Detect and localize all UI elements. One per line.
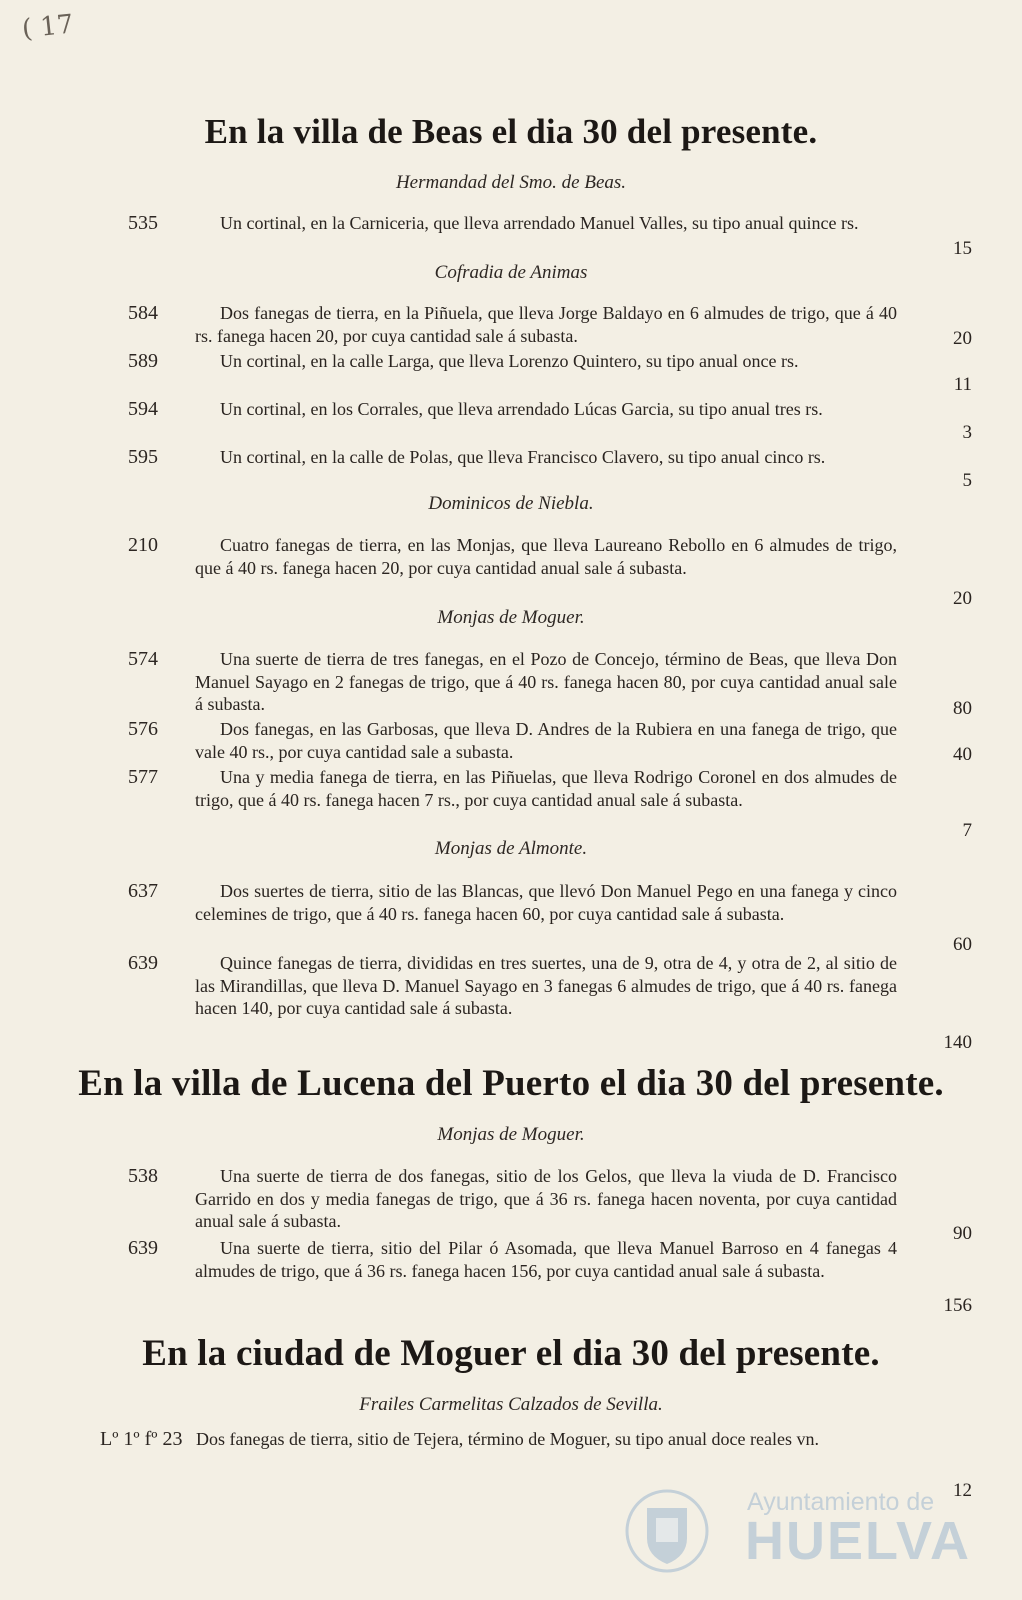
- group-title-hermandad: Hermandad del Smo. de Beas.: [395, 172, 627, 193]
- entry-text: Un cortinal, en la calle de Polas, que lleva Francisco Clavero, su tipo anual cinco rs.: [220, 447, 826, 467]
- entry-number: 535: [128, 212, 158, 234]
- entry-text: Dos suertes de tierra, sitio de las Blancas, que llevó Don Manuel Pego en una fanega y cinco celemines de trigo, que á 40 rs. fanega hacen 60, por cuya cantidad sale á subasta.: [195, 881, 897, 924]
- entry-number: 589: [128, 350, 158, 372]
- entry-number: 574: [128, 648, 158, 670]
- watermark-line1: Ayuntamiento de: [747, 1488, 935, 1516]
- entry-number: 639: [128, 952, 158, 974]
- section-heading-lucena: En la villa de Lucena del Puerto el dia 30 del presente.: [78, 1063, 944, 1104]
- section-heading-moguer: En la ciudad de Moguer el dia 30 del presente.: [142, 1333, 880, 1374]
- entry-number: 538: [128, 1165, 158, 1187]
- entry-number: 637: [128, 880, 158, 902]
- entry-number: 584: [128, 302, 158, 324]
- entry-text: Dos fanegas de tierra, sitio de Tejera, término de Moguer, su tipo anual doce reales vn.: [196, 1429, 819, 1449]
- entry-amount: 7: [962, 820, 972, 841]
- entry-amount: 20: [953, 328, 972, 349]
- entry-amount: 40: [953, 744, 972, 765]
- entry-text: Una suerte de tierra, sitio del Pilar ó Asomada, que lleva Manuel Barroso en 4 fanegas 4 almudes de trigo, que á 36 rs. fanega hacen 156, por cuya cantidad anual sale á subasta.: [195, 1238, 897, 1281]
- entry-amount: 20: [953, 588, 972, 609]
- section-heading-beas: En la villa de Beas el dia 30 del presente.: [204, 112, 818, 151]
- entry-amount: 5: [962, 470, 972, 491]
- entry-amount: 140: [943, 1032, 972, 1053]
- entry-number: 639: [128, 1237, 158, 1259]
- entry-text: Un cortinal, en los Corrales, que lleva arrendado Lúcas Garcia, su tipo anual tres rs.: [220, 399, 823, 419]
- entry-number: 576: [128, 718, 158, 740]
- entry-text: Una suerte de tierra de dos fanegas, sitio de los Gelos, que lleva la viuda de D. Francisco Garrido en dos y media fanegas de trigo, que á 36 rs. fanega hacen noventa, por cuya cantidad anual sale á subasta.: [195, 1166, 897, 1231]
- group-title-cofradia: Cofradia de Animas: [434, 262, 588, 283]
- entry-amount: 3: [962, 422, 972, 443]
- entry-text: Cuatro fanegas de tierra, en las Monjas, que lleva Laureano Rebollo en 6 almudes de trigo, que á 40 rs. fanega hacen 20, por cuya cantidad anual sale á subasta.: [195, 535, 897, 578]
- entry-number: 210: [128, 534, 158, 556]
- entry-number: Lº 1º fº 23: [100, 1428, 183, 1450]
- entry-text: Quince fanegas de tierra, divididas en tres suertes, una de 9, otra de 4, y otra de 2, al sitio de las Mirandillas, que lleva D. Manuel Sayago en 3 fanegas 6 almudes de trigo, que á 40 rs. fanega hacen 140, por cuya cantidad sale á subasta.: [195, 953, 897, 1018]
- group-title-frailes: Frailes Carmelitas Calzados de Sevilla.: [359, 1394, 663, 1415]
- entry-amount: 12: [953, 1480, 972, 1501]
- handwritten-marginalia: (​ 17: [20, 9, 75, 45]
- group-title-monjas-almonte: Monjas de Almonte.: [434, 838, 588, 859]
- entry-text: Dos fanegas de tierra, en la Piñuela, que lleva Jorge Baldayo en 6 almudes de trigo, que á 40 rs. fanega hacen 20, por cuya cantidad sale á subasta.: [195, 303, 897, 346]
- entry-amount: 15: [953, 238, 972, 259]
- entry-text: Dos fanegas, en las Garbosas, que lleva D. Andres de la Rubiera en una fanega de trigo, que vale 40 rs., por cuya cantidad sale a subasta.: [195, 719, 897, 762]
- watermark-line2: HUELVA: [745, 1511, 971, 1571]
- entry-amount: 11: [953, 374, 972, 395]
- coat-of-arms-icon: [612, 1486, 722, 1576]
- entry-number: 595: [128, 446, 158, 468]
- entry-number: 594: [128, 398, 158, 420]
- entry-text: Un cortinal, en la calle Larga, que lleva Lorenzo Quintero, su tipo anual once rs.: [220, 351, 799, 371]
- entry-number: 577: [128, 766, 158, 788]
- entry-text: Un cortinal, en la Carniceria, que lleva arrendado Manuel Valles, su tipo anual quince rs.: [220, 213, 859, 233]
- group-title-dominicos: Dominicos de Niebla.: [428, 493, 594, 514]
- entry-amount: 60: [953, 934, 972, 955]
- group-title-monjas-moguer-2: Monjas de Moguer.: [437, 1124, 585, 1145]
- entry-amount: 156: [943, 1295, 972, 1316]
- entry-amount: 90: [953, 1223, 972, 1244]
- entry-text: Una y media fanega de tierra, en las Piñuelas, que lleva Rodrigo Coronel en dos almudes de trigo, que á 40 rs. fanega hacen 7 rs., por cuya cantidad anual sale á subasta.: [195, 767, 897, 810]
- group-title-monjas-moguer: Monjas de Moguer.: [437, 607, 585, 628]
- entry-text: Una suerte de tierra de tres fanegas, en el Pozo de Concejo, término de Beas, que lleva Don Manuel Sayago en 2 fanegas de trigo, que á 40 rs. fanega hacen 80, por cuya cantidad anual sale á subasta.: [195, 649, 897, 714]
- entry-amount: 80: [953, 698, 972, 719]
